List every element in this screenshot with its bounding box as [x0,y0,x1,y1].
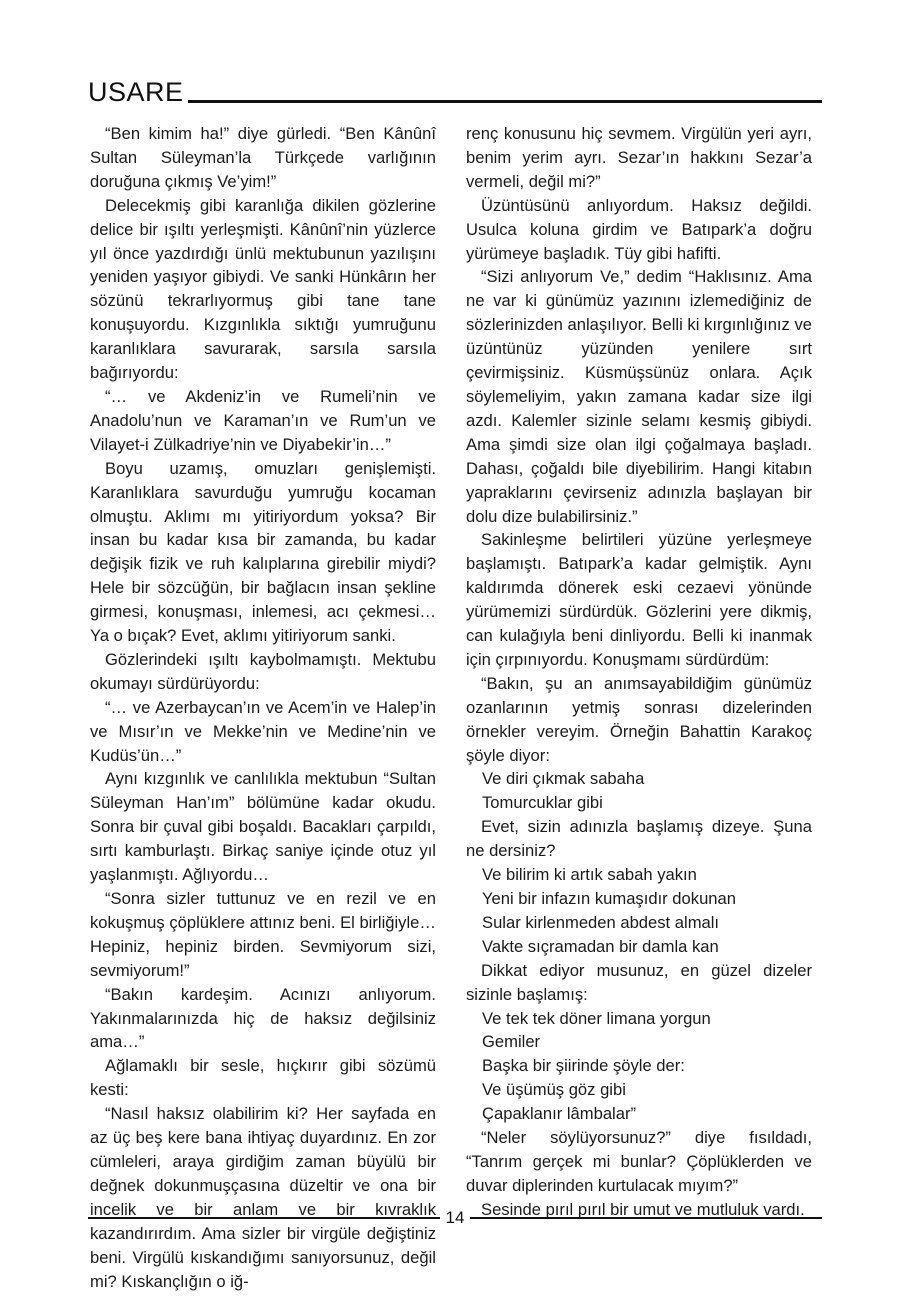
verse-line: Sular kirlenmeden abdest almalı [482,912,720,932]
paragraph: “Neler söylüyorsunuz?” diye fısıldadı, “Tanrım gerçek mi bunlar? Çöplüklerden ve duvar diplerinden kurtulacak mıyım?” [466,1128,812,1195]
page-number: 14 [445,1208,465,1227]
verse-line: Başka bir şiirinde şöyle der: [482,1056,685,1076]
paragraph: Dikkat ediyor musunuz, en güzel dizeler sizinle başlamış: [466,960,812,1004]
paragraph: Aynı kızgınlık ve canlılıkla mektubun “Sultan Süleyman Han’ım” bölümüne kadar okudu. Sonra bir çuval gibi boşaldı. Bacakları çarpıldı, sırtı kamburlaştı. Birkaç saniye içinde otuz yıl yaşlanmıştı. Ağlıyordu… [90,769,436,885]
magazine-title: USARE [88,77,184,107]
paragraph: “… ve Akdeniz’in ve Rumeli’nin ve Anadolu’nun ve Karaman’ın ve Rum’un ve Vilayet-i Zülkadriye’nin ve Diyabekir’in…” [90,386,436,454]
paragraph: Sesinde pırıl pırıl bir umut ve mutluluk vardı. [481,1199,805,1219]
verse-line: Vakte sıçramadan bir damla kan [482,936,719,956]
running-header [88,76,822,106]
paragraph: Ağlamaklı bir sesle, hıçkırır gibi sözümü kesti: [90,1056,436,1100]
verse-line: Ve üşümüş göz gibi [482,1080,626,1100]
verse-line: Tomurcuklar gibi [482,793,603,813]
paragraph: “Nasıl haksız olabilirim ki? Her sayfada en az üç beş kere bana ihtiyaç duyardınız. En zor cümleleri, araya girdiğim zaman büyülü bir değnek dokunmuşçasına düzeltir ve ona bir incelik ve bir anlam ve bir kıvraklık kazandırırdım. Ama sizler bir virgüle değiştiniz beni. Virgülü kıskandığımı sanıyorsunuz, değil mi? Kıskançlığın o iğ- [90,1104,436,1291]
paragraph: Üzüntüsünü anlıyordum. Haksız değildi. Usulca koluna girdim ve Batıpark’a doğru yürümeye başladık. Tüy gibi hafifti. [466,195,812,263]
paragraph: “Bakın kardeşim. Acınızı anlıyorum. Yakınmalarınızda hiç de haksız değilsiniz ama…” [90,984,436,1052]
paragraph: “Sonra sizler tuttunuz ve en rezil ve en kokuşmuş çöplüklere attınız beni. El birliğiyle… Hepiniz, hepiniz birden. Sevmiyorum sizi, sevmiyorum!” [90,889,436,980]
verse-line: Ve tek tek döner limana yorgun [482,1008,711,1028]
paragraph: Evet, sizin adınızla başlamış dizeye. Şuna ne dersiniz? [466,817,812,861]
verse-line: Çapaklanır lâmbalar” [482,1104,637,1124]
footer-rule-left [88,1217,440,1219]
paragraph: “Ben kimim ha!” diye gürledi. “Ben Kânûnî Sultan Süleyman’la Türkçede varlığının doruğuna çıkmış Ve’yim!” [90,124,436,191]
verse-line: Yeni bir infazın kumaşıdır dokunan [482,889,736,908]
header-rule [188,100,822,103]
paragraph: Sakinleşme belirtileri yüzüne yerleşmeye başlamıştı. Batıpark’a kadar gelmiştik. Aynı kaldırımda dönerek eski cezaevi yönünde yürümemizi sürdürdük. Gözlerini yere dikmiş, can kulağıyla beni dinliyordu. Belli ki inanmak için çırpınıyordu. Konuşmamı sürdürdüm: [466,530,812,669]
right-text-column [466,122,812,1222]
paragraph: Gözlerindeki ışıltı kaybolmamıştı. Mektubu okumayı sürdürüyordu: [90,649,436,693]
verse-line: Ve diri çıkmak sabaha [482,769,645,789]
paragraph: “Sizi anlıyorum Ve,” dedim “Haklısınız. Ama ne var ki günümüz yazınını izlemediğiniz de sözlerinizden anlaşılıyor. Belli ki kırgınlığınız ve üzüntünüz yüzünden yenilere sırt çevirmişsiniz. Küsmüşsünüz onlara. Açık söylemeliyim, yakın zamana kadar size ilgi azdı. Kalemler sizinle selamı kesmiş gibiydi. Ama şimdi size olan ilgi çoğalmaya başladı. Dahası, çoğaldı bile diyebilirim. Hangi kitabın yapraklarını çevirseniz adınızla başlayan bir dolu dize bulabilirsiniz.” [466,267,812,526]
paragraph: “… ve Azerbaycan’ın ve Acem’in ve Halep’in ve Mısır’ın ve Mekke’nin ve Medine’nin ve Kudüs’ün…” [90,697,436,765]
left-text-column [90,122,436,1293]
paragraph: Boyu uzamış, omuzları genişlemişti. Karanlıklara savurduğu yumruğu kocaman olmuştu. Aklımı mı yitiriyordum yoksa? Bir insan bu kadar kısa bir zamanda, bu kadar değişik fizik ve ruh kalıplarına girebilir miydi? Hele bir sözcüğün, bir bağlacın insan şekline girmesi, konuşması, inlemesi, acı çekmesi… Ya o bıçak? Evet, aklımı yitiriyorum sanki. [90,458,436,646]
footer-rule-right [470,1217,822,1219]
verse-line: Ve bilirim ki artık sabah yakın [482,865,697,885]
page-footer [88,1208,822,1228]
verse-line: Gemiler [482,1032,541,1052]
paragraph: Delecekmiş gibi karanlığa dikilen gözlerine delice bir ışıltı yerleşmişti. Kânûnî’nin yüzlerce yıl önce yazdırdığı ünlü mektubunun yazılışını yeniden yaşıyor gibiydi. Ve sanki Hünkârın her sözünü tekrarlıyormuş gibi tane tane konuşuyordu. Kızgınlıkla sıktığı yumruğunu karanlıklara savurarak, sarsıla sarsıla bağırıyordu: [90,195,436,383]
paragraph: “Bakın, şu an anımsayabildiğim günümüz ozanlarının yetmiş sonrası dizelerinden örnekler vereyim. Örneğin Bahattin Karakoç şöyle diyor: [466,673,812,765]
paragraph-continuation: renç konusunu hiç sevmem. Virgülün yeri ayrı, benim yerim ayrı. Sezar’ın hakkını Sezar’a vermeli, değil mi?” [466,124,812,191]
